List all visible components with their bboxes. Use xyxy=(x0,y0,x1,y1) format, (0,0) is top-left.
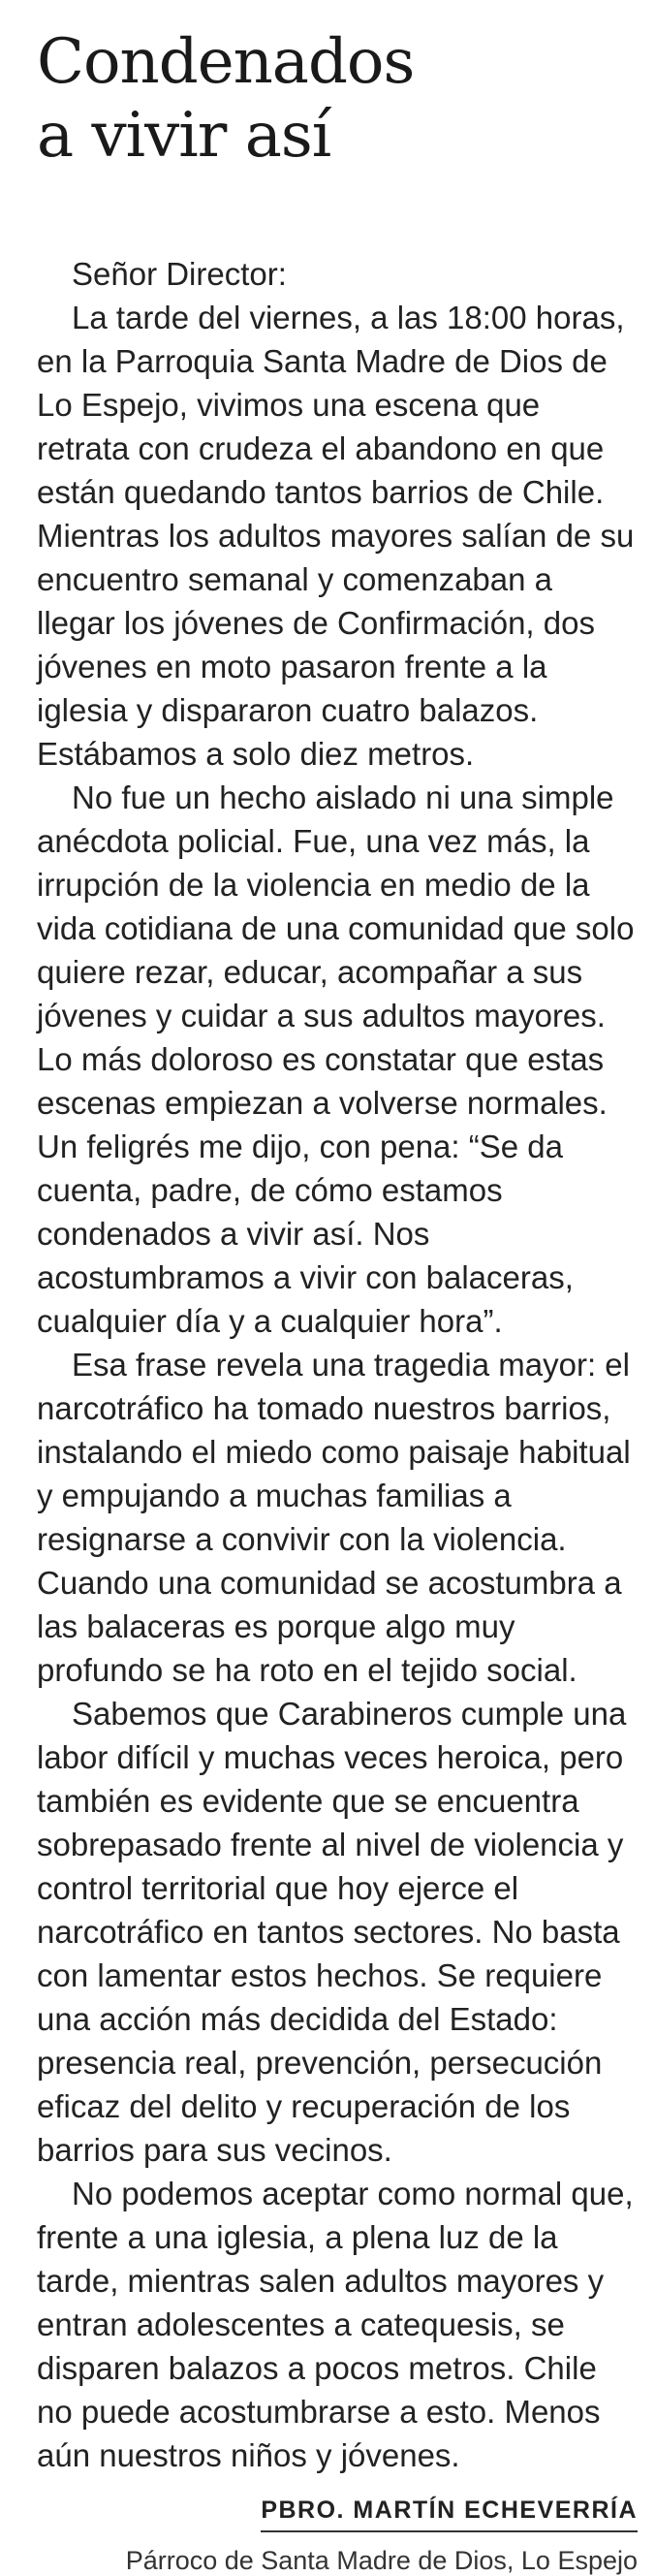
paragraph-2: No fue un hecho aislado ni una simple anécdota policial. Fue, una vez más, la irrupción de la violencia en medio de la vida cotidiana de una comunidad que solo quiere rezar, educar, acompañar a sus jóvenes y cuidar a sus adultos mayores. Lo más doloroso es constatar que estas escenas empiezan a volverse normales. Un feligrés me dijo, con pena: “Se da cuenta, padre, de cómo estamos condenados a vivir así. Nos acostumbramos a vivir con balaceras, cualquier día y a cualquier hora”. xyxy=(37,779,635,1339)
signature-block xyxy=(37,2496,638,2576)
headline-line-1: Condenados xyxy=(37,26,415,98)
headline-line-2: a vivir así xyxy=(37,100,331,172)
letter-article xyxy=(37,0,638,2576)
paragraph-3: Esa frase revela una tragedia mayor: el narcotráfico ha tomado nuestros barrios, instalando el miedo como paisaje habitual y empujando a muchas familias a resignarse a convivir con la violencia. Cuando una comunidad se acostumbra a las balaceras es porque algo muy profundo se ha roto en el tejido social. xyxy=(37,1347,631,1688)
paragraph-4: Sabemos que Carabineros cumple una labor difícil y muchas veces heroica, pero también es evidente que se encuentra sobrepasado frente al nivel de violencia y control territorial que hoy ejerce el narcotráfico en tantos sectores. No basta con lamentar estos hechos. Se requiere una acción más decidida del Estado: presencia real, prevención, persecución eficaz del delito y recuperación de los barrios para sus vecinos. xyxy=(37,1696,627,2168)
letter-body xyxy=(37,252,638,2477)
author-role: Párroco de Santa Madre de Dios, Lo Espejo xyxy=(125,2546,638,2575)
paragraph-5: No podemos aceptar como normal que, frente a una iglesia, a plena luz de la tarde, mientras salen adultos mayores y entran adolescentes a catequesis, se disparen balazos a pocos metros. Chile no puede acostumbrarse a esto. Menos aún nuestros niños y jóvenes. xyxy=(37,2176,634,2473)
author-name: PBRO. MARTÍN ECHEVERRÍA xyxy=(261,2496,638,2532)
paragraph-1: La tarde del viernes, a las 18:00 horas, en la Parroquia Santa Madre de Dios de Lo Espejo, vivimos una escena que retrata con crudeza el abandono en que están quedando tantos barrios de Chile. Mientras los adultos mayores salían de su encuentro semanal y comenzaban a llegar los jóvenes de Confirmación, dos jóvenes en moto pasaron frente a la iglesia y dispararon cuatro balazos. Estábamos a solo diez metros. xyxy=(37,300,635,772)
salutation: Señor Director: xyxy=(72,256,287,292)
headline xyxy=(37,0,638,173)
